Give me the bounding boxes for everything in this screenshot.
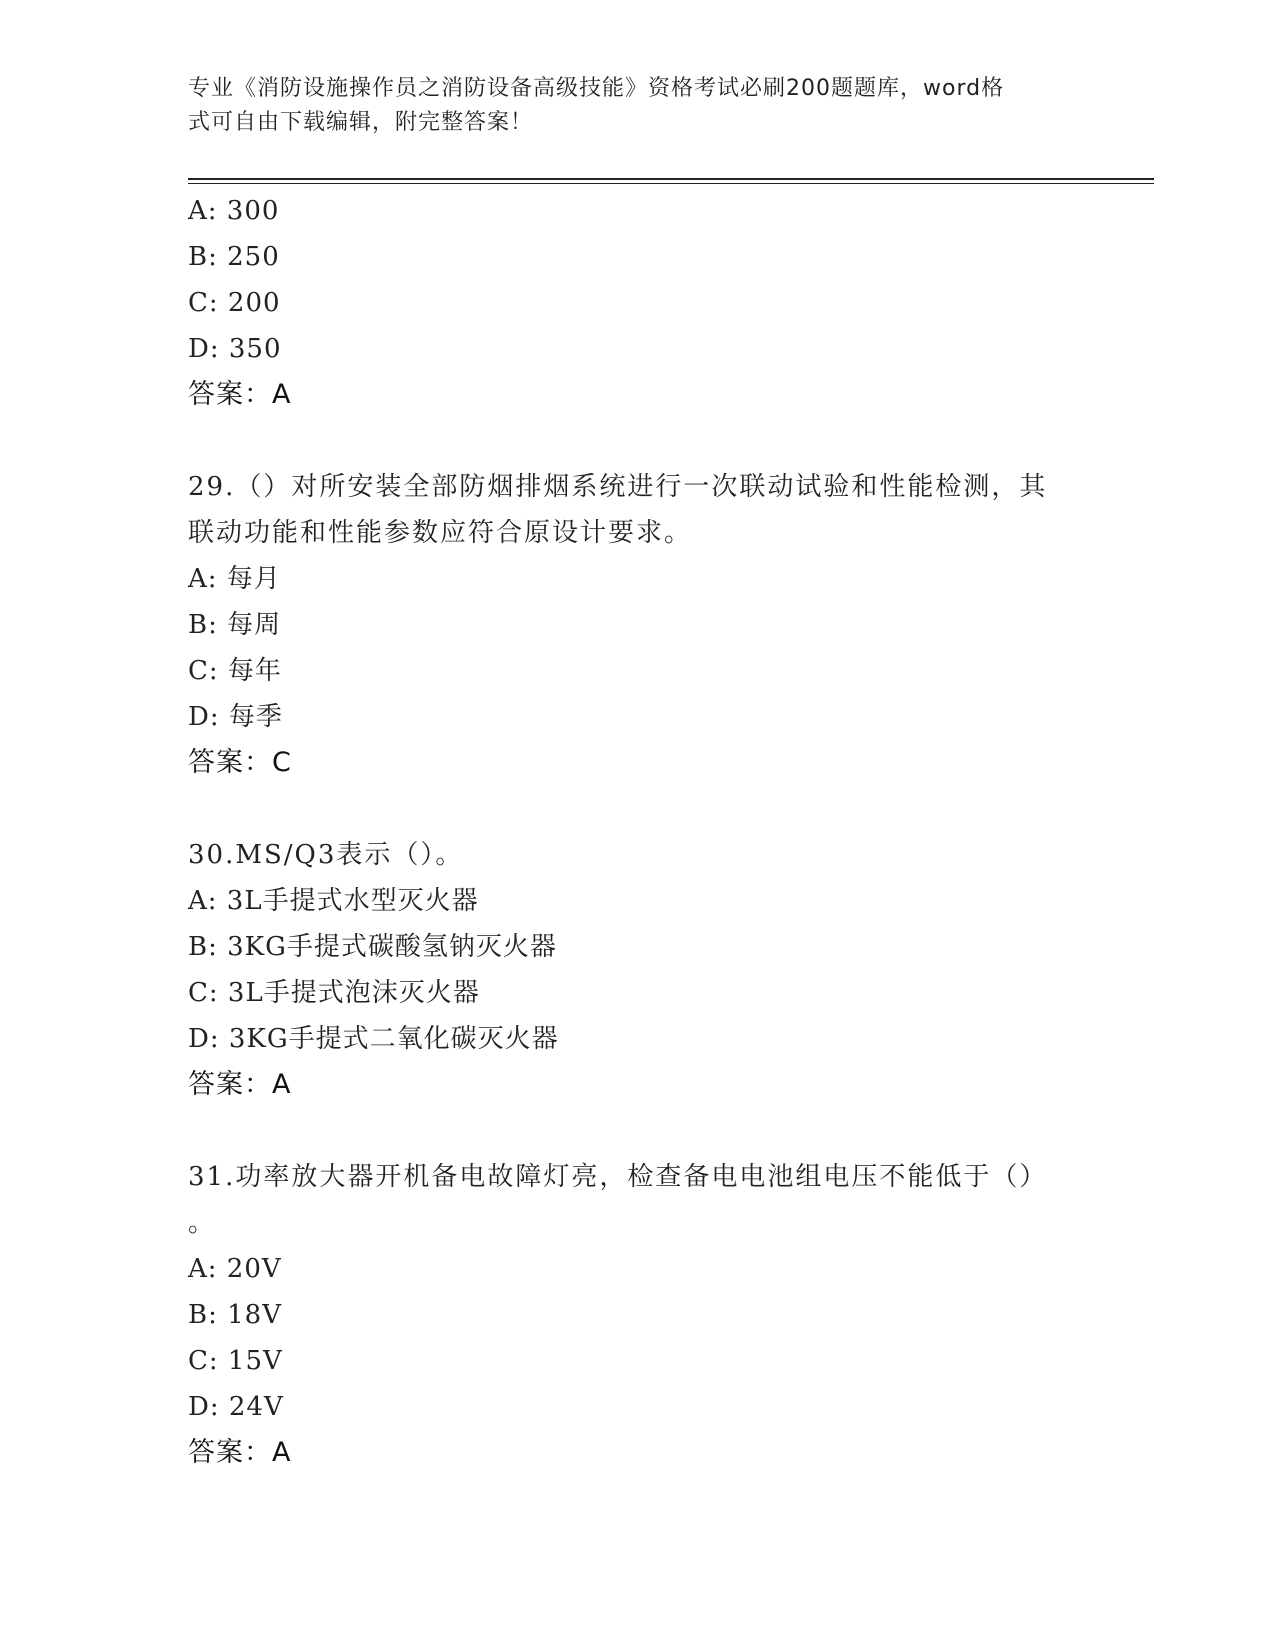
question-30 xyxy=(188,832,1088,1108)
document-header xyxy=(188,72,1068,140)
option-b: B: 3KG手提式碳酸氢钠灭火器 xyxy=(188,932,557,962)
option-d: D: 24V xyxy=(188,1392,284,1422)
question-stem-line-1: 29.（）对所安装全部防烟排烟系统进行一次联动试验和性能检测，其 xyxy=(188,472,1048,502)
option-d: D: 3KG手提式二氧化碳灭火器 xyxy=(188,1024,559,1054)
answer-line: 答案：A xyxy=(188,379,292,410)
option-d: D: 每季 xyxy=(188,702,283,732)
question-stem-line-1: 31.功率放大器开机备电故障灯亮，检查备电电池组电压不能低于（） xyxy=(188,1162,1048,1192)
question-31 xyxy=(188,1154,1088,1476)
spacer xyxy=(188,786,1088,832)
header-line-2: 式可自由下载编辑，附完整答案！ xyxy=(188,110,534,135)
option-b: B: 250 xyxy=(188,242,280,272)
option-d: D: 350 xyxy=(188,334,282,364)
option-b: B: 每周 xyxy=(188,610,282,640)
option-c: C: 200 xyxy=(188,288,281,318)
option-c: C: 15V xyxy=(188,1346,283,1376)
question-28 xyxy=(188,188,1088,418)
option-a: A: 3L手提式水型灭火器 xyxy=(188,886,479,916)
spacer xyxy=(188,1108,1088,1154)
answer-line: 答案：C xyxy=(188,747,292,778)
option-b: B: 18V xyxy=(188,1300,282,1330)
answer-line: 答案：A xyxy=(188,1437,292,1468)
question-stem-line-2: 。 xyxy=(188,1208,215,1238)
question-29 xyxy=(188,464,1088,786)
header-divider xyxy=(188,178,1154,184)
option-a: A: 20V xyxy=(188,1254,282,1284)
header-line-1: 专业《消防设施操作员之消防设备高级技能》资格考试必刷200题题库，word格 xyxy=(188,76,1005,101)
question-stem-line-2: 联动功能和性能参数应符合原设计要求。 xyxy=(188,518,693,548)
spacer xyxy=(188,418,1088,464)
option-c: C: 3L手提式泡沫灭火器 xyxy=(188,978,480,1008)
option-a: A: 每月 xyxy=(188,564,281,594)
answer-line: 答案：A xyxy=(188,1069,292,1100)
option-c: C: 每年 xyxy=(188,656,282,686)
option-a: A: 300 xyxy=(188,196,280,226)
question-stem-line-1: 30.MS/Q3表示（）。 xyxy=(188,840,464,870)
question-list xyxy=(188,188,1088,1476)
